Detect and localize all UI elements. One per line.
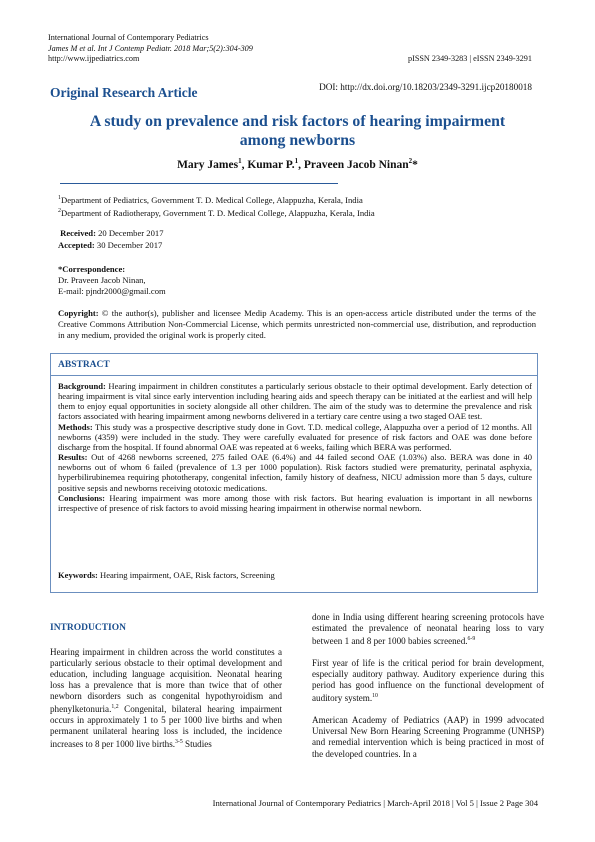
page-footer: International Journal of Contemporary Pediatrics | March-April 2018 | Vol 5 | Issue 2 Page 304 [212,798,538,808]
body-column-right [312,612,544,771]
correspondence-label: *Correspondence: [58,264,126,274]
accepted-date: Accepted: 30 December 2017 [58,239,163,250]
abstract-divider [51,375,537,376]
doi[interactable]: DOI: http://dx.doi.org/10.18203/2349-3291.ijcp20180018 [319,82,532,92]
journal-header [48,33,253,65]
authors: Mary James$^1$, Kumar P.$^1$, Praveen Jacob Ninan$^2$* [177,157,418,171]
journal-url[interactable]: http://www.ijpediatrics.com [48,54,140,63]
copyright [58,308,536,341]
affiliations [58,193,375,220]
title-line-1: A study on prevalence and risk factors of hearing impairment [89,113,506,130]
dates [58,228,164,251]
introduction-heading: INTRODUCTION [50,623,127,633]
received-date: Received: 20 December 2017 [60,228,164,238]
author-1: Mary James [177,158,239,171]
abstract-conclusions: Conclusions: Hearing impairment was more among those with risk factors. But hearing evaluation is important in all newborns irrespective of presence of risk factors to avoid missing hearing impairment in otherwise normal newborn. [58,492,532,513]
author-2: Kumar P. [247,158,295,171]
abstract-body [58,381,532,513]
keywords [58,570,275,580]
author-3-sup: 2 [408,157,413,165]
intro-paragraph-3: First year of life is the critical period for brain development, especially auditory pathway. Auditory experience during this period has good influence on the functional development of auditory system.$^{10}$ [312,658,544,704]
affiliation-2: $^2$Department of Radiotherapy, Government T. D. Medical College, Alappuzha, Kerala, India [58,208,375,219]
keywords-text: Hearing impairment, OAE, Risk factors, Screening [100,570,275,580]
affiliation-1: $^1$Department of Pediatrics, Government T. D. Medical College, Alappuzha, Kerala, India [58,194,363,205]
correspondence [58,264,166,297]
abstract-results: Results: Out of 4268 newborns screened, 275 failed OAE (6.4%) and 44 failed second OAE (1.03%) also. BERA was done in 40 newborns out of whom 6 failed (prevalence of 1.3 per 1000 population). Risk factors studied were prematurity, perinatal asphyxia, hyperbilirubinemea requiring phototherapy, congenital infection, family history of deafness, NICU admission more than 5 days, culture positive sepsis and newborns receiving ototoxic medications. [58,452,533,493]
citation: James M et al. Int J Contemp Pediatr. 2018 Mar;5(2):304-309 [48,43,253,53]
article-type: Original Research Article [50,85,198,100]
body-column-left [50,623,282,762]
corresponding-mark: * [412,158,418,171]
author-3: Praveen Jacob Ninan [303,158,409,171]
keywords-label: Keywords: [58,570,98,580]
copyright-text: © the author(s), publisher and licensee Medip Academy. This is an open-access article distributed under the terms of the Creative Commons Attribution Non-Commercial License, which permits unrestricted non-commercial use, distribution, and reproduction in any medium, provided the original work is properly cited. [58,308,536,340]
journal-name: International Journal of Contemporary Pediatrics [48,33,209,42]
correspondence-email[interactable]: E-mail: pjndr2000@gmail.com [58,286,166,296]
abstract-methods: Methods: This study was a prospective descriptive study done in Govt. T.D. medical college, Alappuzha over a period of 12 months. All newborns (4359) were included in the study. They were carefully evaluated for presence of risk factors and OAE was done before discharge from the hospital. If found abnormal OAE was repeated at 6 weeks, failing which BERA was performed. [58,421,532,452]
issn: pISSN 2349-3283 | eISSN 2349-3291 [408,54,532,63]
abstract-heading: ABSTRACT [58,360,110,370]
correspondence-name: Dr. Praveen Jacob Ninan, [58,275,146,285]
title-line-2: among newborns [239,132,356,149]
author-2-sup: 1 [294,157,299,165]
author-1-sup: 1 [238,157,242,165]
copyright-label: Copyright: [58,308,99,318]
intro-paragraph-4: American Academy of Pediatrics (AAP) in 1999 advocated Universal New Born Hearing Screening Programme (UNHSP) and remedial intervention which is being practiced in most of the developed countries. In a [312,715,544,759]
intro-paragraph-1: Hearing impairment in children across the world constitutes a particularly serious obstacle to their optimal development and education, including language acquisition. Neonatal hearing loss has a prevalence that is more than twice that of other newborn disorders such as congenital hypothyroidism and phenylketonuria.$^{1,2}$ Congenital, bilateral hearing impairment occurs in approximately 1 to 5 per 1000 live births and when permanent unilateral hearing loss is included, the incidence increases to 8 per 1000 live births.$^{3-5}$ Studies [50,647,282,750]
abstract-background: Background: Hearing impairment in children constitutes a particularly serious obstacle to their optimal development. Early detection of hearing impairment is vital since early intervention including hearing aids and speech therapy can be initiated at the earliest and will help them to enjoy equal opportunities in society alongside all other children. The aim of the study was to determine the prevalence and risk factors associated with hearing impairment among newborns delivered in a tertiary care centre using a two staged OAE test. [58,381,532,422]
author-separator [60,183,338,184]
article-title [60,112,535,150]
intro-paragraph-2: done in India using different hearing screening protocols have estimated the prevalence of neonatal hearing loss to vary between 1 and 8 per 1000 babies screened.$^{6-9}$ [312,612,544,647]
